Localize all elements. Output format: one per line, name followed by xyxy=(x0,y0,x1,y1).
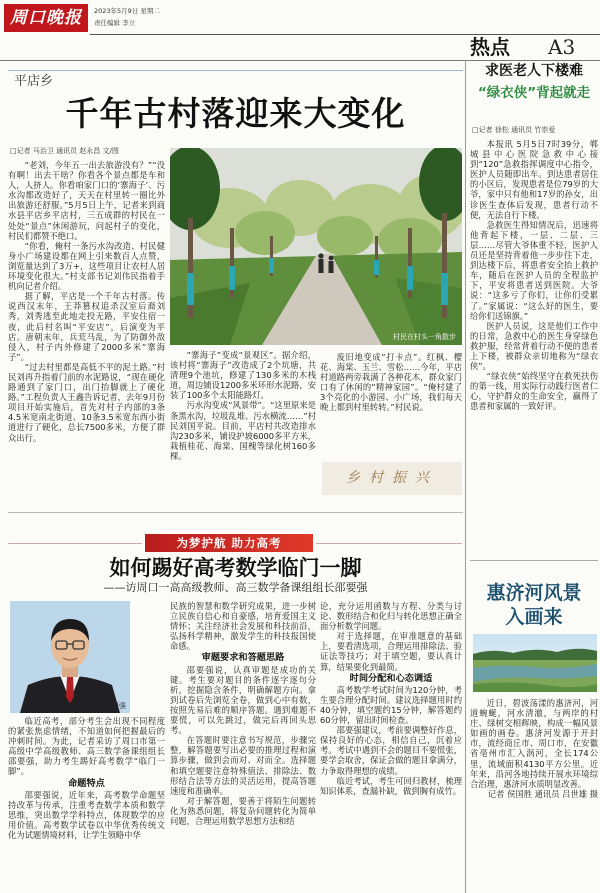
village-paragraph: “过去村里都是高低不平的泥土路。”村民刘再升指着门前的水泥路说，“现在硬化路通到了家门口，出门抬脚就上了硬化路。”工程负责人王鑫告诉记者，去年9月份项目开始实施后，首先对村子内部的3条4.5米宽南北街道、10条3.5米宽东西小街道进行了硬化，总长7500多米，方便了群众出行。 xyxy=(8,361,165,443)
river-landscape-image xyxy=(473,634,597,692)
math-column-3 xyxy=(320,601,462,886)
ambulance-paragraph: 急救医生得知情况后，迅速将他背起下楼，一层、二层、三层……尽管大爷体重不轻，医护人员还是坚持背着他一步步往下走，到达楼下后，将患者安全抬上救护车，随后在医护人员的全程监护下，平安将患者送到医院。大爷说：“这多亏了你们，让你们受累了。”家属说：“这么好的医生，要给你们送锦旗。” xyxy=(470,219,598,321)
river-headline: 惠济河风景 xyxy=(486,582,582,604)
river-story-body xyxy=(470,698,598,883)
editor-credit: 责任编辑 李立 xyxy=(94,19,136,27)
math-subheading: 审题要求和答题思路 xyxy=(201,652,285,664)
banner-rule-right xyxy=(316,543,462,544)
sidebar-divider xyxy=(465,60,466,893)
math-subheading: 命题特点 xyxy=(68,777,105,789)
village-column-3 xyxy=(320,352,462,458)
banner-rule-left xyxy=(8,543,142,544)
exam-series-banner: 为梦护航 助力高考 xyxy=(145,534,313,552)
river-paragraph: 近日，碧波荡漾的惠济河，河道蜿蜒，河水清澈，与两岸的村庄、绿树交相辉映，构成一幅风景如画的画卷。惠济河发源于开封市，流经商丘市、周口市，在安徽省亳州市汇入涡河，全长174公里，流域面积4130平方公里。近年来，沿河各地持续开展水环境综合治理，惠济河水质明显改善。 xyxy=(470,698,598,789)
river-headline-line2: 入画来 xyxy=(505,606,563,628)
teacher-portrait xyxy=(10,601,130,713)
river-photo-credit: 记者 侯国胜 通讯员 吕世雄 摄 xyxy=(487,788,598,799)
math-paragraph: 高考数学考试时间为120分钟，考生要合理分配时间。建议选择题用时约40分钟，填空题约15分钟，解答题约60分钟，留出时间检查。 xyxy=(320,684,462,726)
math-subheadline: ——访周口一高高级教师、高三数学备课组组长邵要强 xyxy=(103,581,368,594)
math-paragraph: 对于选择题，在审准题意的基础上，要看清选项，合理运用排除法、验证法等技巧；对于填空题，要认真计算，结果要化到最简。 xyxy=(320,631,462,672)
page-number: A3 xyxy=(548,35,576,59)
math-paragraph: 民族的智慧和数学研究成果，进一步树立民族自信心和自豪感，培育爱国主义情怀；关注经济社会发展和科技前沿，弘扬科学精神，激发学生的科技报国使命感。 xyxy=(170,601,316,652)
math-paragraph: 对于解答题，要善于将陌生问题转化为熟悉问题，将复杂问题转化为简单问题，合理运用数学思想方法和结 xyxy=(170,795,316,826)
ambulance-paragraph: 本报讯 5月5日7时39分，郸城县中心医院急救中心接到“120”急救指挥调度中心指令，医护人员随即出车。到达患者居住的小区后，发现患者是位79岁的大爷，家中只有他和17岁的孙女，出诊医生查体后发现，患者行动不便，无法自行下楼。 xyxy=(470,139,598,220)
math-paragraph: 邵要强说，认真审题是成功的关键。考生要对题目的条件逐字逐句分析，挖掘隐含条件，明确解题方向。拿到试卷后先浏览全卷，做到心中有数，按照先易后难的顺序答题。遇到难题不要慌，可以先跳过，做完后再回头思考。 xyxy=(170,664,316,736)
teacher-photo-caption: 邵要强 xyxy=(105,702,126,710)
math-column-2 xyxy=(170,601,316,886)
village-park-image xyxy=(170,148,462,345)
ambulance-headline: 求医老人下楼难 xyxy=(485,63,583,79)
village-top-rule xyxy=(8,70,463,71)
ambulance-paragraph: “绿衣侠”始终坚守在救死扶伤的第一线，用实际行动践行医者仁心，守护群众的生命安全，赢得了患者和家属的一致好评。 xyxy=(470,371,598,412)
issue-date: 2023年5月9日 星期二 xyxy=(94,7,160,15)
sidebar-rule xyxy=(470,560,598,561)
rural-revitalization-graphic: 乡村振兴 xyxy=(322,462,462,495)
village-column-2 xyxy=(170,350,316,495)
ambulance-paragraph: 医护人员说，这是他们工作中的日常，急救中心的医生身穿绿色救护服，经常背着行动不便的患者上下楼，被群众亲切地称为“绿衣侠”。 xyxy=(470,320,598,372)
village-byline: □记者 马治卫 通讯员 赵永昌 文/图 xyxy=(10,147,119,155)
village-paragraph: 污水沟变成“风景带”。“这里原来是条黑水沟，垃圾乱堆、污水横流……”村民刘国平说。目前，平店村共改造排水沟230多米，铺设护坡6000多平方米，栽植桂花、海棠、国槐等绿化树160多棵。 xyxy=(170,400,316,461)
math-paragraph: 邵要强说，近年来，高考数学命题坚持改革与传承，注重考查数学本质和数学思维，突出数学学科特点，体现数学的应用价值。高考数学试卷以中华优秀传统文化为试题情境材料，让学生领略中华 xyxy=(8,789,165,841)
village-photo-caption: 村民在村头一角散步 xyxy=(393,333,456,341)
village-paragraph: “寨海子”变成“景观区”。据介绍，该村将“寨海子”改造成了2个坑塘，共清理9个池坑，修建了130多米的木栈道，周边铺设1200多米环形水泥路，安装了100多个太阳能路灯。 xyxy=(170,350,316,401)
math-paragraph: 临近考试，考生可回归教材，梳理知识体系，查漏补缺，做到胸有成竹。 xyxy=(320,775,462,796)
math-paragraph: 临近高考，部分考生会出现不同程度的紧张焦虑情绪，不知道如何把握最后的冲刺时间。为此，记者采访了周口市第一高级中学高级教师、高三数学备课组组长邵要强，助力考生踢好高考数学“临门一脚”。 xyxy=(8,716,165,777)
math-headline: 如何踢好高考数学临门一脚 xyxy=(109,556,362,580)
village-headline: 千年古村落迎来大变化 xyxy=(65,94,406,133)
ambulance-byline: □记者 徐松 通讯员 竹崇爱 xyxy=(472,126,556,134)
math-paragraph: 邵要强建议，考前要调整好作息，保持良好的心态，相信自己，沉着应考。考试中遇到不会的题目不要慌张，要学会取舍，保证会做的题目拿满分，力争取得理想的成绩。 xyxy=(320,725,462,776)
village-paragraph: 据了解，平店是一个千年古村落。传说西汉末年，王莽篡权追杀汉室后裔刘秀，刘秀逃至此地走投无路，平安住宿一夜，此后村名叫“平安店”，后演变为平店。唐朝末年，兵荒马乱，为了防御外敌侵入，村子内外修建了2000多米“寨海子”。 xyxy=(8,291,165,362)
teacher-portrait-image xyxy=(10,601,130,713)
village-column-1 xyxy=(8,160,165,495)
math-subheading: 时间分配和心态调适 xyxy=(349,672,433,684)
village-location-tag: 平店乡 xyxy=(14,74,54,89)
village-paragraph: 废旧地变成“打卡点”。红枫、樱花、海棠、玉兰、雪松……今年，平店村道路两旁栽满了各种花木，群众家门口有了休闲的“精神家园”。“俺村建了3个亮化的小游园、小广场，我们每天晚上都到村里转转。”村民说。 xyxy=(320,352,462,413)
math-paragraph: 论，充分运用函数与方程、分类与讨论、数形结合和化归与转化思想正确全面分析数学问题。 xyxy=(320,601,462,632)
river-landscape-photo xyxy=(473,634,597,692)
ambulance-story-body xyxy=(470,139,598,549)
newspaper-logo: 周口晚报 xyxy=(4,4,88,32)
section-title: 热点 xyxy=(470,35,510,59)
masthead-rule xyxy=(90,34,600,35)
header-rule xyxy=(0,60,600,61)
ambulance-subheadline: “绿衣侠”背起就走 xyxy=(477,85,591,101)
village-paragraph: “你看，俺村一条污水沟改造、村民健身小广场建设都在网上引来数百人点赞，浏览量达到了3万+，这些项目让农村人居环境变化很大。”村支部书记刘伟民指着手机向记者介绍。 xyxy=(8,240,165,292)
math-column-1 xyxy=(8,716,165,886)
section-divider xyxy=(8,512,463,513)
village-park-photo xyxy=(170,148,462,345)
village-paragraph: “老刘，今年五一出去旅游没有？”“没有啊！出去干啥？你看各个景点都是车和人，人挤人。你看咱家门口的‘寨海子’、污水沟都改造好了，天天在村里转一圈比外出旅游还舒服。”5月5日上午，记者来到商水县平店乡平店村，三五成群的村民在一处处“景点”休闲游玩，问起村子的变化，村民们都赞不绝口。 xyxy=(8,160,165,241)
math-paragraph: 在答题时要注意书写规范，步骤完整，解答题要写出必要的推理过程和演算步骤，做到会而对、对而全。选择题和填空题要注意特殊值法、排除法、数形结合法等方法的灵活运用，提高答题速度和准确率。 xyxy=(170,735,316,796)
